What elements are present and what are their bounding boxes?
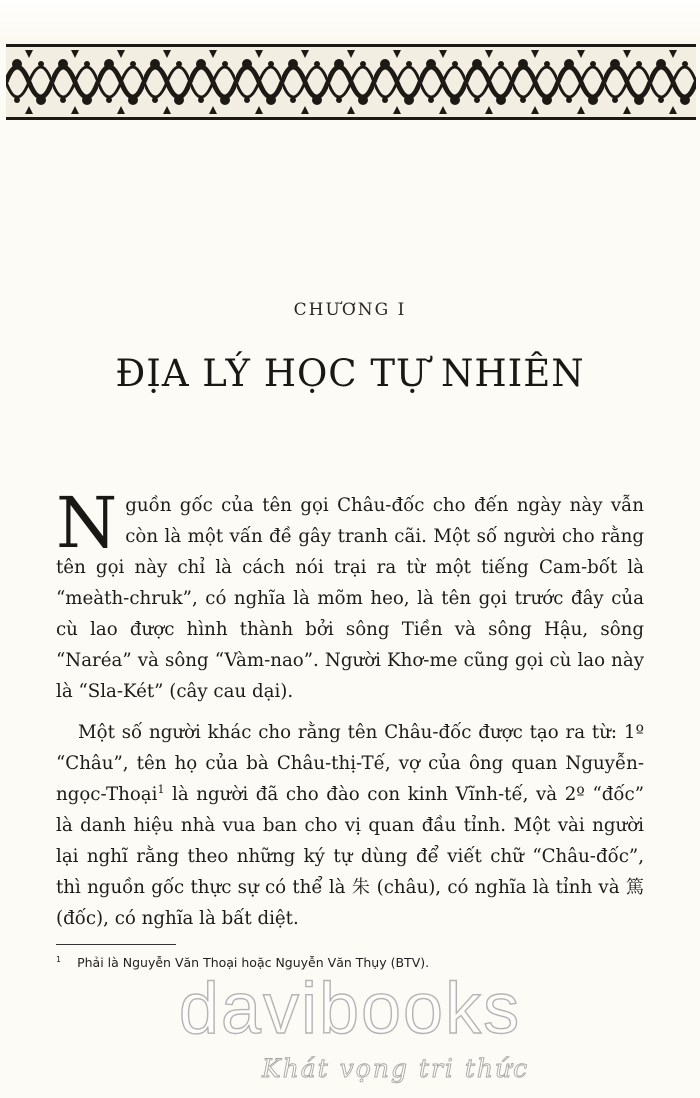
paragraph-2	[56, 717, 644, 934]
paragraph-1-text: guồn gốc của tên gọi Châu-đốc cho đến ngày này vẫn còn là một vấn đề gây tranh cãi. Một số người cho rằng tên gọi này chỉ là cách nói trại ra từ một tiếng Cam-bốt là “meàth-chruk”, có nghĩa là mõm heo, là tên gọi trước đây của cù lao được hình thành bởi sông Tiền và sông Hậu, sông “Naréa” và sông “Vàm-nao”. Người Khơ-me cũng gọi cù lao này là “Sla-Két” (cây cau dại).	[56, 495, 644, 702]
footnote-mark: 1	[56, 955, 62, 964]
watermark-brand: davibooks	[178, 969, 522, 1049]
footnote-text: Phải là Nguyễn Văn Thoại hoặc Nguyễn Văn Thụy (BTV).	[77, 955, 430, 970]
body-text	[56, 482, 644, 944]
drop-cap: N	[56, 482, 118, 564]
watermark-slogan: Khát vọng tri thức	[262, 1054, 530, 1083]
ornamental-border	[6, 44, 696, 120]
footnote-divider	[56, 944, 176, 945]
footnote-reference: 1	[157, 782, 165, 796]
paragraph-1	[56, 482, 644, 707]
chapter-title: ĐỊA LÝ HỌC TỰ NHIÊN	[115, 352, 585, 395]
page-top-margin	[0, 0, 700, 44]
paragraph-2-text-b: là người đã cho đào con kinh Vĩnh-tế, và 2º “đốc” là danh hiệu nhà vua ban cho vị quan đầu tỉnh. Một vài người lại nghĩ rằng theo những ký tự dùng để viết chữ “Châu-đốc”, thì nguồn gốc thực sự có thể là 朱 (châu), có nghĩa là tỉnh và 篤 (đốc), có nghĩa là bất diệt.	[56, 784, 644, 929]
paragraph-2-text-a: Một số người khác cho rằng tên Châu-đốc được tạo ra từ: 1º “Châu”, tên họ của bà Châu-thị-Tế, vợ của ông quan Nguyễn-ngọc-Thoại	[56, 722, 644, 805]
chapter-label: CHƯƠNG I	[293, 300, 407, 320]
